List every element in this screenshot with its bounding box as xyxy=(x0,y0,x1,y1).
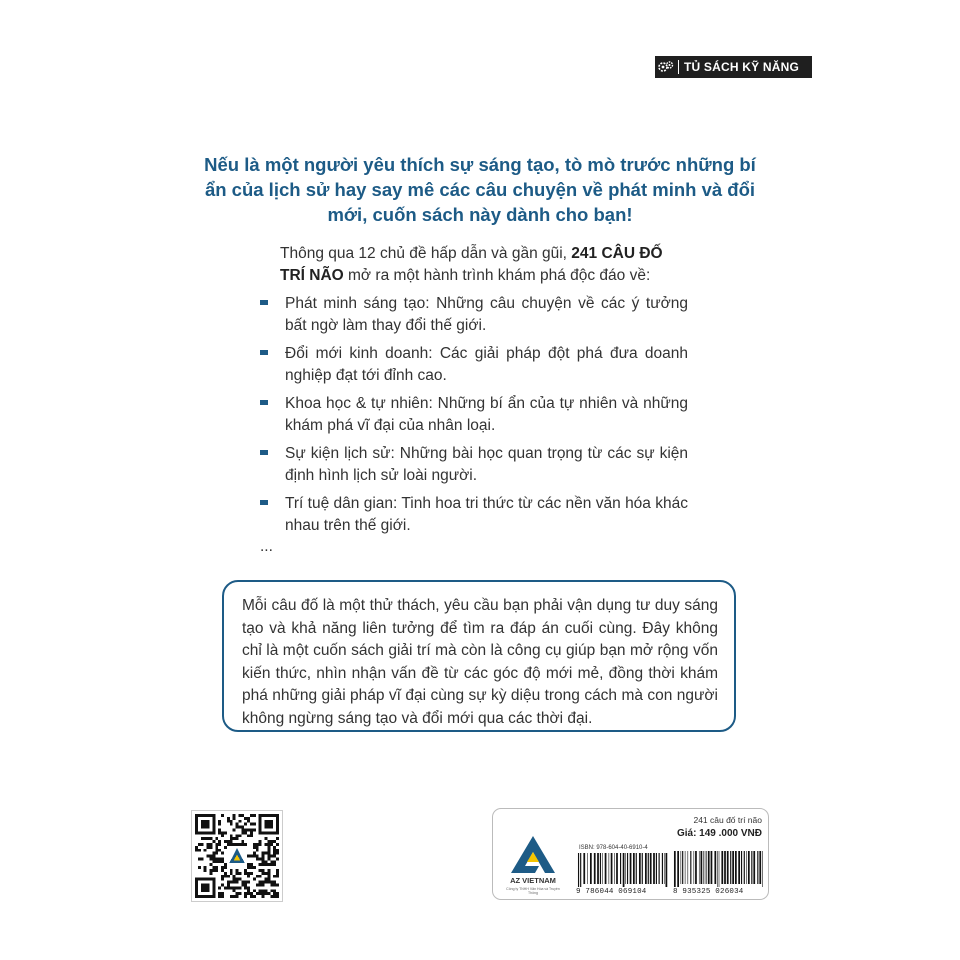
ean-barcode xyxy=(673,851,765,887)
list-item xyxy=(258,443,688,487)
badge-separator xyxy=(678,60,679,74)
book-name: 241 câu đố trí não xyxy=(693,815,762,825)
series-badge xyxy=(655,56,812,78)
topic-text: Phát minh sáng tạo: Những câu chuyện về các ý tưởng bất ngờ làm thay đổi thế giới. xyxy=(285,295,688,334)
headline: Nếu là một người yêu thích sự sáng tạo, tò mò trước những bí ẩn của lịch sử hay say mê các câu chuyện về phát minh và đổi mới, cuốn sách này dành cho bạn! xyxy=(204,154,756,225)
intro-paragraph xyxy=(280,243,680,287)
price-box xyxy=(492,808,769,900)
isbn-barcode xyxy=(577,853,669,887)
info-text: Mỗi câu đố là một thử thách, yêu cầu bạn phải vận dụng tư duy sáng tạo và khả năng liên tưởng để tìm ra đáp án cuối cùng. Đây không chỉ là một cuốn sách giải trí mà còn là công cụ giúp bạn mở rộng vốn kiến thức, nhìn nhận vấn đề từ các góc độ mới mẻ, đồng thời khám phá những giải pháp vĩ đại cùng sự kỳ diệu trong cách mà con người không ngừng sáng tạo và đổi mới qua các thời đại. xyxy=(242,597,718,727)
topic-text: Đổi mới kinh doanh: Các giải pháp đột phá đưa doanh nghiệp đạt tới đỉnh cao. xyxy=(285,345,688,384)
list-item xyxy=(258,393,688,437)
bullet-icon xyxy=(260,350,268,355)
gears-icon xyxy=(655,56,677,78)
list-item xyxy=(258,293,688,337)
isbn-label: ISBN: 978-604-40-6910-4 xyxy=(579,845,648,851)
topic-list xyxy=(258,293,688,543)
topic-text: Sự kiện lịch sử: Những bài học quan trọng từ các sự kiện định hình lịch sử loài người. xyxy=(285,445,688,484)
ean-digits: 8 935325 026034 xyxy=(673,888,744,896)
bullet-icon xyxy=(260,450,268,455)
isbn-digits: 9 786044 069104 xyxy=(576,888,647,896)
bullet-icon xyxy=(260,500,268,505)
publisher-subtitle: Công ty TNHH Văn Hóa và Truyền Thông xyxy=(506,887,560,895)
series-label: TỦ SÁCH KỸ NĂNG xyxy=(684,60,800,74)
info-box xyxy=(222,580,736,732)
price: Giá: 149 .000 VNĐ xyxy=(676,828,762,839)
topic-text: Khoa học & tự nhiên: Những bí ẩn của tự nhiên và những khám phá vĩ đại của nhân loại. xyxy=(285,395,688,434)
bullet-icon xyxy=(260,400,268,405)
intro-before: Thông qua 12 chủ đề hấp dẫn và gần gũi, xyxy=(280,245,572,262)
list-item xyxy=(258,493,688,537)
qr-code[interactable] xyxy=(191,810,283,902)
list-item xyxy=(258,343,688,387)
topic-text: Trí tuệ dân gian: Tinh hoa tri thức từ các nền văn hóa khác nhau trên thế giới. xyxy=(285,495,688,534)
intro-after: mở ra một hành trình khám phá độc đáo về: xyxy=(343,267,651,284)
ellipsis: ... xyxy=(260,538,273,555)
bullet-icon xyxy=(260,300,268,305)
book-title-inline: 241 CÂU ĐỐ TRÍ NÃO xyxy=(280,245,663,284)
publisher-name: AZ VIETNAM xyxy=(510,876,556,885)
